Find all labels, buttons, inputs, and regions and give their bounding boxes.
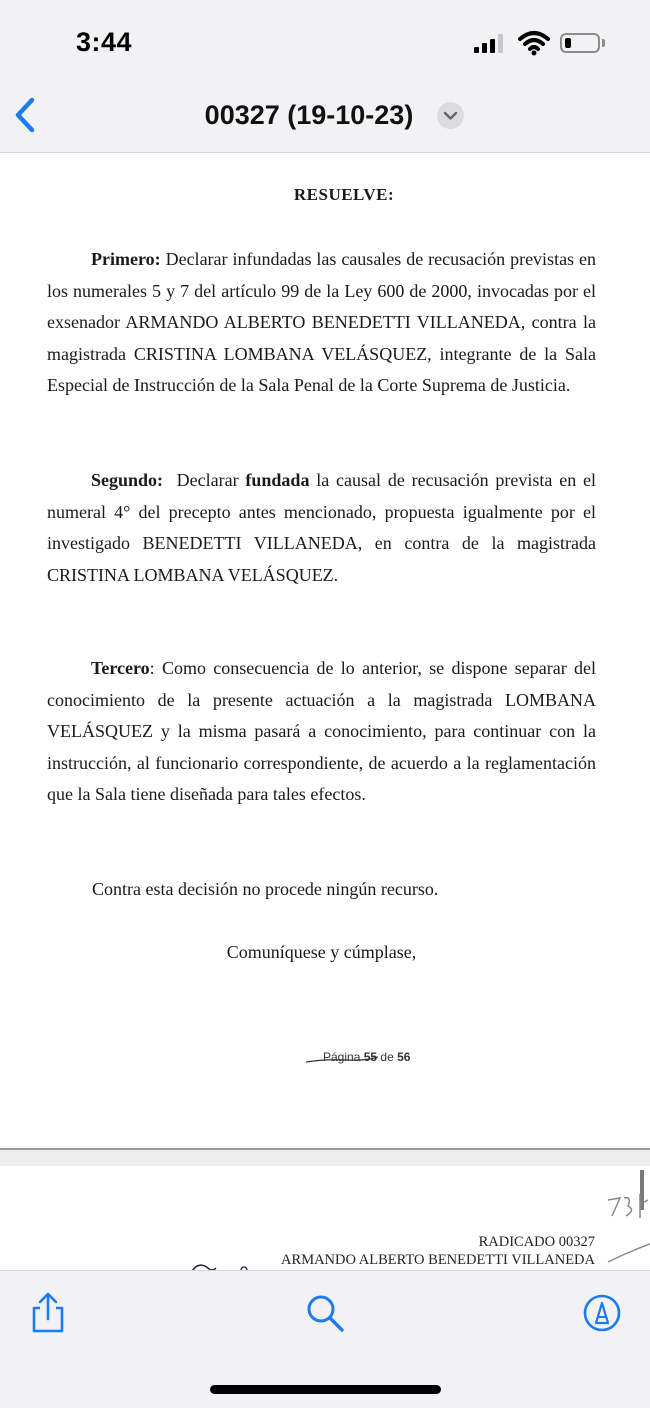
nav-bar [0, 80, 650, 153]
tercero-text: : Como consecuencia de lo anterior, se dispone separar del conocimiento de la presente actuación a la magistrada LOMBANA VELÁSQUEZ y la misma pasará a conocimiento, para continuar con la instrucción, al funcionario correspondiente, de acuerdo a la reglamentación que la Sala tiene diseñada para tales efectos. [47, 658, 596, 805]
battery-icon [560, 33, 600, 53]
primero-label: Primero: [91, 249, 161, 269]
document-page[interactable] [0, 153, 650, 1148]
segundo-text-after: la causal de recusación prevista en el numeral 4° del precepto antes mencionado, propuesta igualmente por el investigado BENEDETTI VILLANEDA, en contra de la magistrada CRISTINA LOMBANA VELÁSQUEZ. [47, 470, 596, 585]
next-page-name: ARMANDO ALBERTO BENEDETTI VILLANEDA [281, 1252, 595, 1268]
tercero-label: Tercero [91, 658, 150, 678]
page-separator [0, 1148, 650, 1168]
closing-comuniquese: Comuníquese y cúmplase, [226, 942, 417, 962]
handwritten-annotation [602, 1188, 650, 1268]
resolution-heading: RESUELVE: [293, 185, 395, 204]
paragraph-tercero [47, 653, 596, 811]
document-title[interactable]: 00327 (19-10-23) [204, 100, 414, 130]
closing-no-recurso: Contra esta decisión no procede ningún recurso. [92, 879, 439, 899]
page-number-label: Página [323, 1050, 361, 1064]
segundo-text-before: Declarar [163, 470, 246, 490]
share-icon[interactable] [26, 1291, 70, 1335]
cellular-signal-icon [474, 33, 504, 53]
battery-cap [602, 39, 605, 47]
next-document-page[interactable] [0, 1166, 650, 1270]
home-indicator[interactable] [210, 1385, 441, 1394]
search-icon[interactable] [303, 1291, 347, 1335]
status-bar [0, 0, 650, 80]
handwritten-strike-mark [306, 1056, 378, 1066]
page-number-total: 56 [397, 1050, 411, 1064]
primero-text: Declarar infundadas las causales de recusación previstas en los numerales 5 y 7 del artículo 99 de la Ley 600 de 2000, invocadas por el exsenador ARMANDO ALBERTO BENEDETTI VILLANEDA, contra la magistrada CRISTINA LOMBANA VELÁSQUEZ, integrante de la Sala Especial de Instrucción de la Sala Penal de la Corte Suprema de Justicia. [47, 249, 596, 396]
title-menu-chevron-icon[interactable] [437, 102, 464, 129]
page-number-of: de [380, 1050, 394, 1064]
signature-fragment [186, 1254, 256, 1270]
next-page-radicado: RADICADO 00327 [478, 1234, 595, 1250]
status-time: 3:44 [76, 27, 133, 57]
paragraph-primero [47, 244, 596, 402]
markup-icon[interactable] [580, 1291, 624, 1335]
battery-level [565, 38, 571, 48]
page-number-current: 55 [363, 1050, 378, 1064]
segundo-label: Segundo: [91, 470, 164, 490]
segundo-bold-word: fundada [245, 470, 310, 490]
paragraph-segundo [47, 465, 596, 591]
wifi-icon [518, 30, 550, 56]
